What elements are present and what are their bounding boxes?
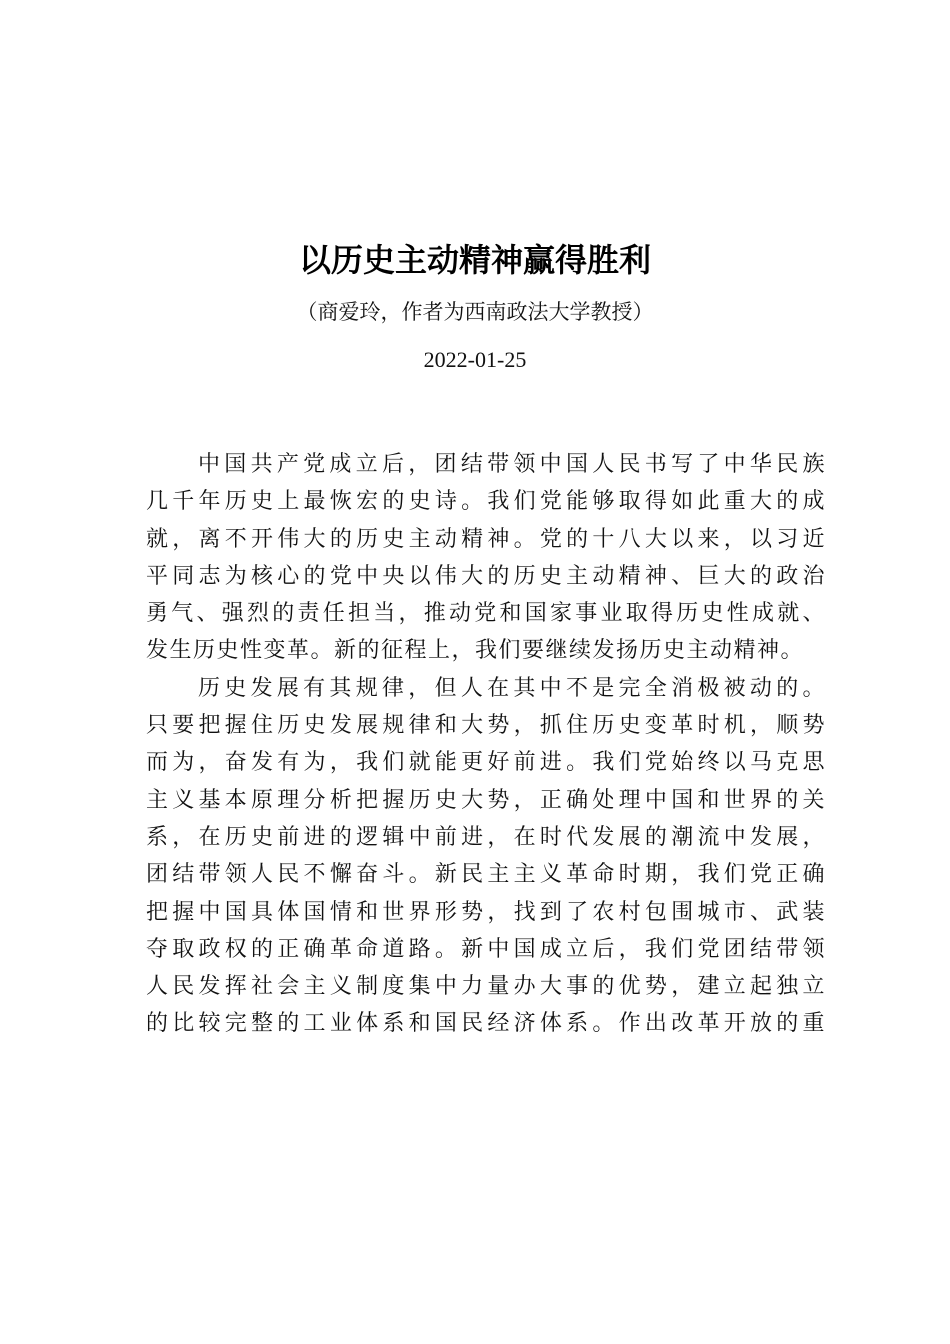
paragraph-2-line-1: 历史发展有其规律，但人在其中不是完全消极被动的。 — [198, 675, 826, 701]
paragraph-2-line-6: 团结带领人民不懈奋斗。新民主主义革命时期，我们党正确 — [146, 862, 826, 888]
paragraph-1-line-5: 勇气、强烈的责任担当，推动党和国家事业取得历史性成就、 — [146, 601, 826, 627]
publish-date: 2022-01-25 — [423, 347, 527, 372]
author-byline: （商爱玲，作者为西南政法大学教授） — [296, 300, 654, 324]
article-title: 以历史主动精神赢得胜利 — [298, 241, 651, 279]
paragraph-1-line-3: 就，离不开伟大的历史主动精神。党的十八大以来，以习近 — [146, 526, 826, 552]
paragraph-2-line-4: 主义基本原理分析把握历史大势，正确处理中国和世界的关 — [146, 787, 826, 813]
article-body — [146, 446, 826, 1043]
paragraph-2-line-7: 把握中国具体国情和世界形势，找到了农村包围城市、武装 — [146, 899, 826, 925]
paragraph-2-line-5: 系，在历史前进的逻辑中前进，在时代发展的潮流中发展， — [146, 824, 826, 850]
paragraph-2-line-10: 的比较完整的工业体系和国民经济体系。作出改革开放的重 — [146, 1011, 826, 1037]
paragraph-1-line-6: 发生历史性变革。新的征程上，我们要继续发扬历史主动精神。 — [146, 638, 805, 664]
paragraph-2-line-9: 人民发挥社会主义制度集中力量办大事的优势，建立起独立 — [146, 974, 826, 1000]
paragraph-1-line-1: 中国共产党成立后，团结带领中国人民书写了中华民族 — [198, 452, 826, 477]
paragraph-1-line-2: 几千年历史上最恢宏的史诗。我们党能够取得如此重大的成 — [146, 489, 826, 515]
paragraph-2-line-2: 只要把握住历史发展规律和大势，抓住历史变革时机，顺势 — [146, 713, 826, 739]
paragraph-2-line-3: 而为，奋发有为，我们就能更好前进。我们党始终以马克思 — [146, 750, 826, 776]
paragraph-1-line-4: 平同志为核心的党中央以伟大的历史主动精神、巨大的政治 — [146, 563, 826, 589]
paragraph-2-line-8: 夺取政权的正确革命道路。新中国成立后，我们党团结带领 — [146, 936, 826, 962]
